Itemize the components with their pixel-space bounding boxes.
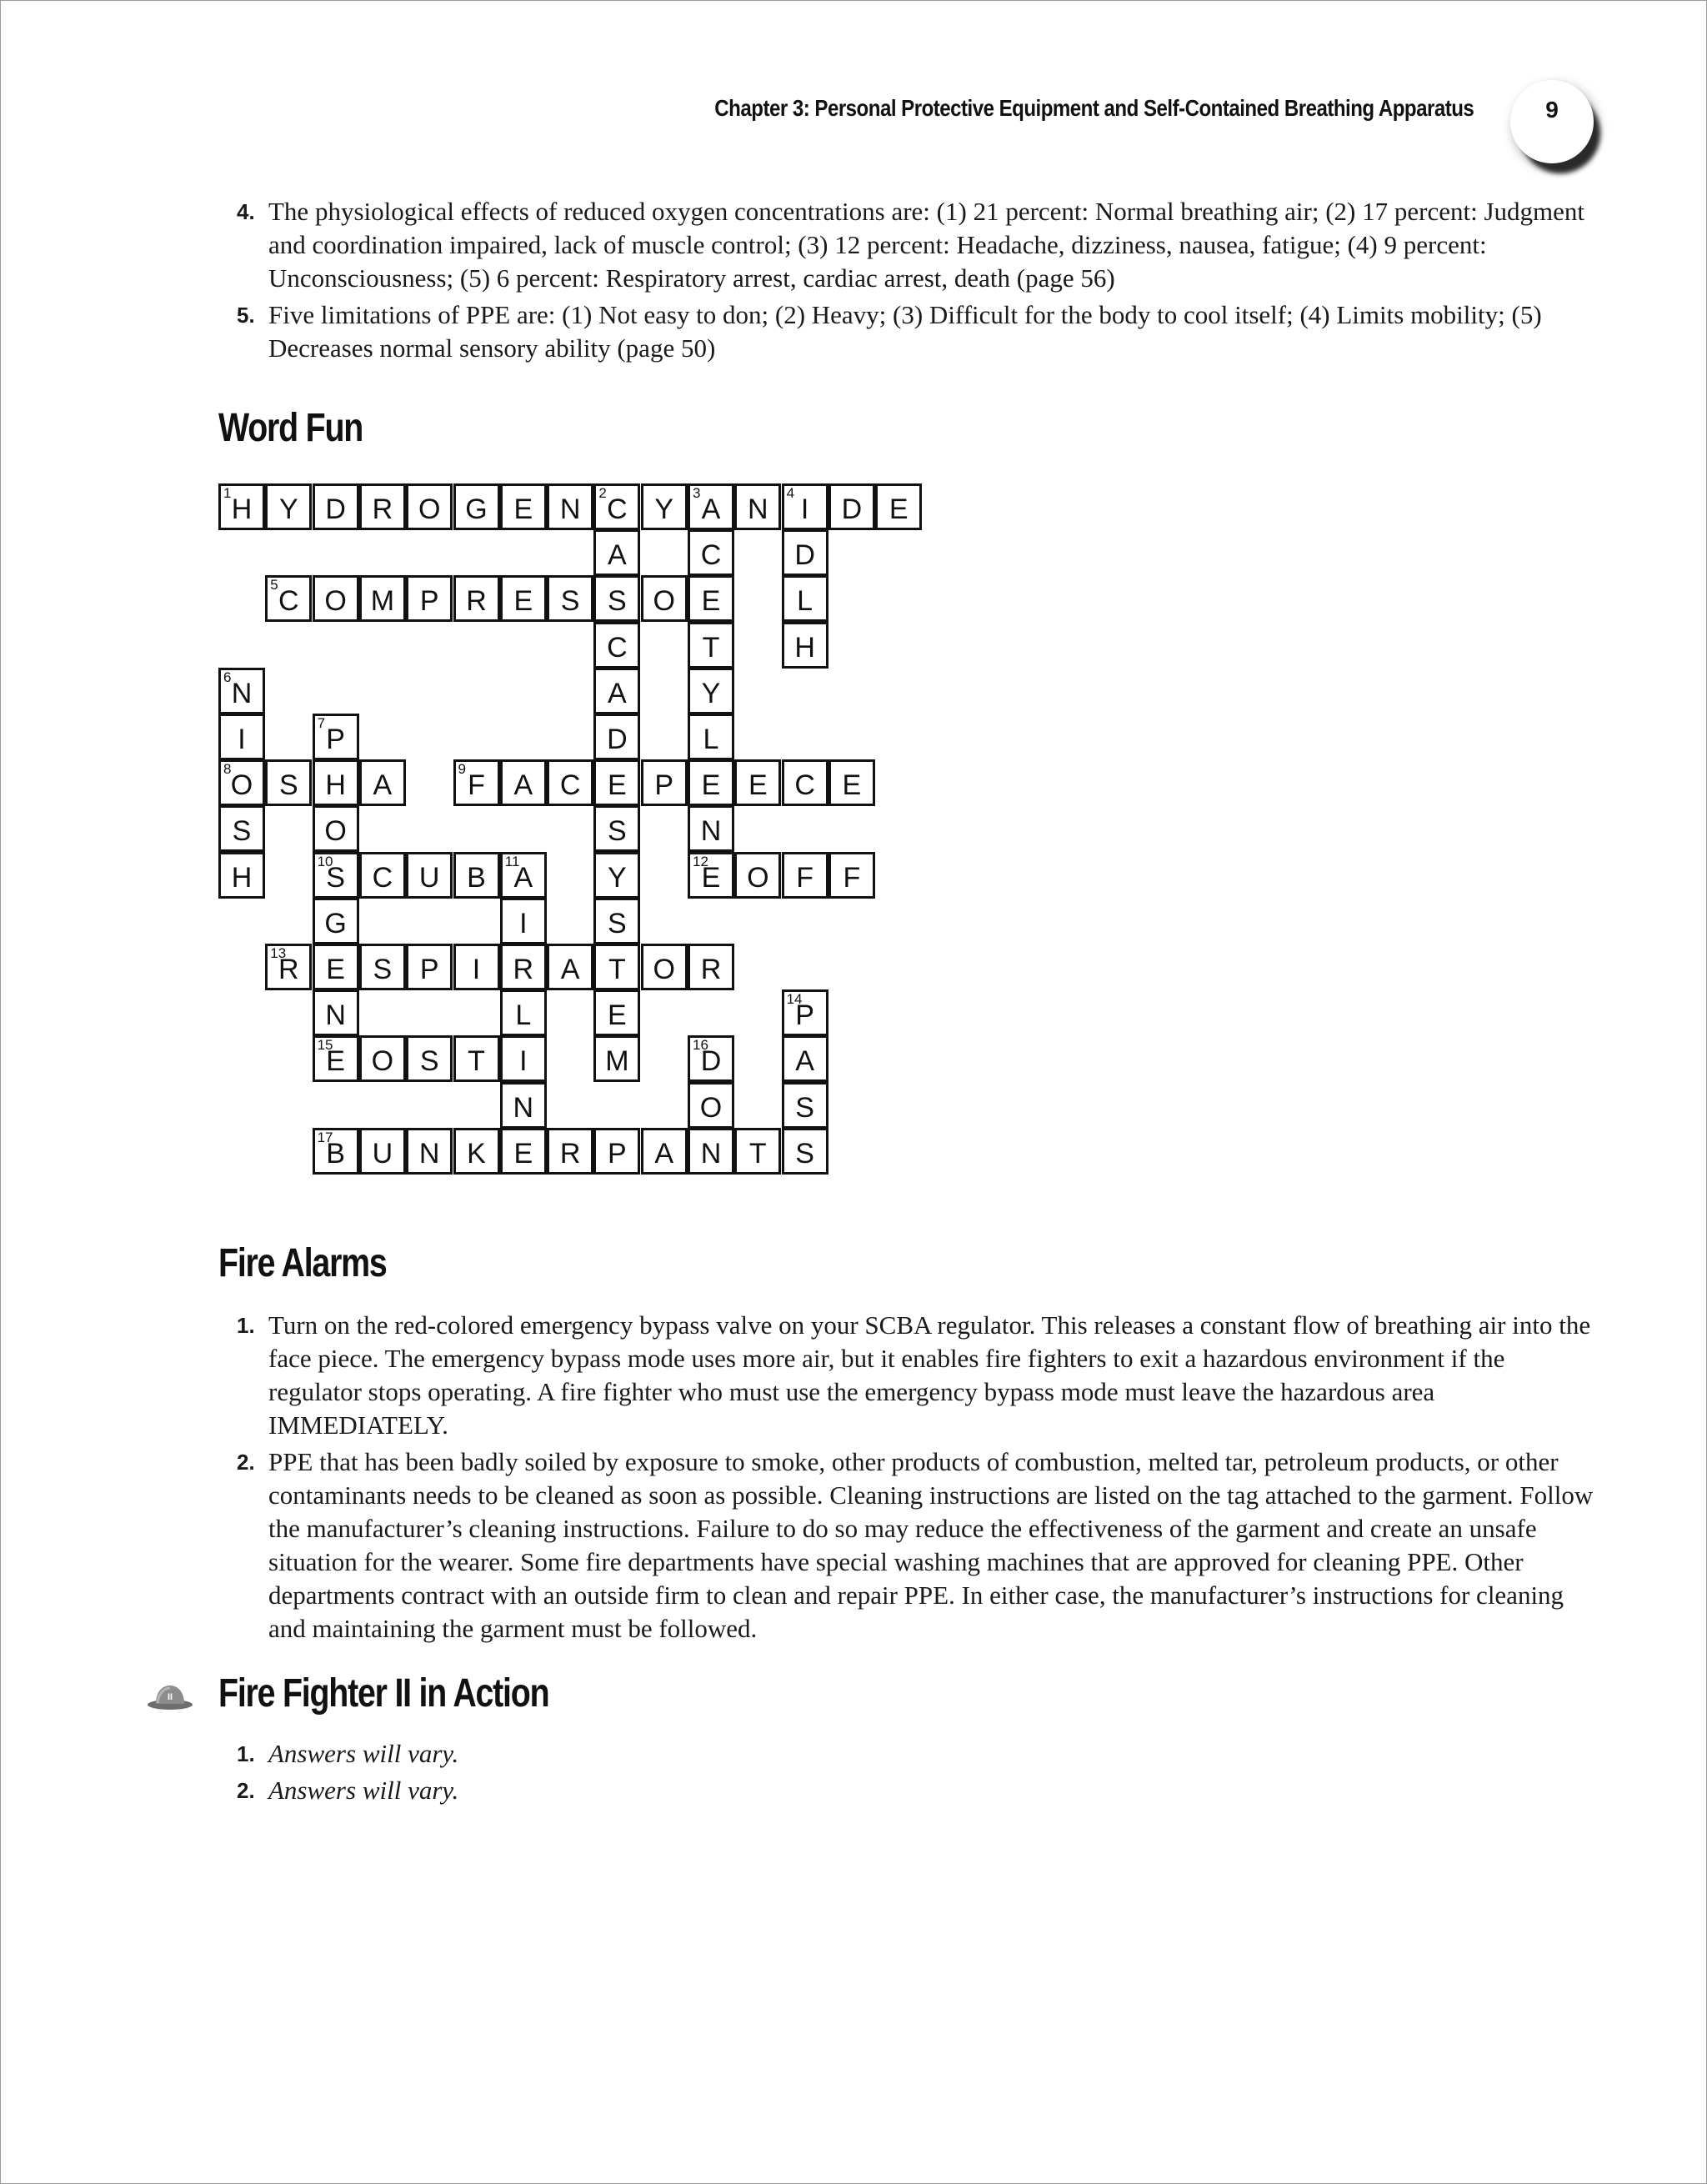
- crossword-clue-number: 10: [317, 853, 333, 869]
- crossword-cell: [593, 805, 640, 852]
- crossword-cell: [313, 898, 359, 944]
- crossword-letter: A: [795, 1045, 814, 1078]
- crossword-letter: Y: [608, 861, 627, 894]
- crossword-cell: [547, 759, 593, 806]
- crossword-letter: N: [418, 1137, 440, 1170]
- crossword-cell: [593, 714, 640, 760]
- crossword-cell: [734, 483, 781, 530]
- item-number: 4.: [237, 199, 255, 224]
- helmet-badge-text: II: [167, 1692, 173, 1702]
- crossword-cell: [547, 1128, 593, 1175]
- crossword-letter: P: [419, 585, 439, 618]
- crossword-cell: [359, 1128, 406, 1175]
- crossword-letter: S: [795, 1137, 814, 1170]
- section-heading-word-fun: Word Fun: [218, 406, 363, 450]
- crossword-letter: N: [559, 493, 581, 525]
- crossword-letter: R: [700, 954, 722, 985]
- crossword-letter: T: [702, 631, 720, 664]
- crossword-letter: A: [608, 539, 627, 572]
- crossword-cell: [688, 714, 734, 760]
- crossword-letter: L: [515, 999, 532, 1032]
- list-item: [218, 1737, 1602, 1771]
- crossword-cell: [688, 483, 734, 530]
- crossword-letter: P: [608, 1137, 627, 1170]
- crossword-letter: A: [608, 677, 627, 709]
- crossword-cell: [593, 668, 640, 714]
- crossword-clue-number: 1: [223, 485, 232, 501]
- section-heading-ff2-in-action: Fire Fighter II in Action: [218, 1671, 549, 1716]
- crossword-cell: [641, 1128, 688, 1175]
- crossword-letter: D: [325, 493, 346, 525]
- crossword-letter: F: [796, 861, 813, 894]
- item-text: Turn on the red-colored emergency bypass valve on your SCBA regulator. This releases a constant flow of breathing air into the face piece. The emergency bypass mode uses more air, but it enables fire fighters to exit a hazardous environment if the regulator stops operating. A fire fighter who must use the emergency bypass mode must leave the hazardous area IMMEDIATELY.: [268, 1310, 1591, 1440]
- crossword-letter: A: [513, 769, 533, 802]
- crossword-cell: [593, 529, 640, 576]
- crossword-cell: [406, 1128, 453, 1175]
- crossword-letter: P: [326, 724, 345, 755]
- crossword-letter: H: [325, 769, 346, 802]
- crossword-letter: E: [701, 861, 721, 894]
- crossword-letter: A: [701, 493, 721, 525]
- crossword-letter: O: [747, 861, 769, 894]
- crossword-letter: I: [472, 954, 481, 985]
- crossword-cell: [547, 575, 593, 622]
- crossword-cell: [688, 622, 734, 669]
- crossword-cell: [500, 944, 547, 990]
- crossword-cell: [688, 529, 734, 576]
- crossword-cell: [593, 759, 640, 806]
- ff2-list: [218, 1737, 1602, 1811]
- crossword-cell: [688, 852, 734, 899]
- crossword-letter: R: [559, 1137, 581, 1170]
- crossword-cell: [734, 1128, 781, 1175]
- crossword-letter: O: [418, 493, 441, 525]
- crossword-cell: [359, 759, 406, 806]
- page-number-badge: [1510, 80, 1594, 163]
- crossword-letter: R: [466, 585, 487, 618]
- crossword-letter: E: [608, 769, 627, 802]
- crossword-letter: C: [607, 631, 628, 664]
- crossword-letter: Y: [654, 493, 674, 525]
- crossword-letter: S: [278, 769, 298, 802]
- crossword-cell: [313, 852, 359, 899]
- crossword-cell: [688, 575, 734, 622]
- crossword-cell: [734, 759, 781, 806]
- crossword-cell: [688, 1128, 734, 1175]
- crossword-cell: [500, 989, 547, 1036]
- crossword-cell: [453, 852, 500, 899]
- list-item: [218, 298, 1602, 365]
- crossword-clue-number: 5: [270, 577, 278, 594]
- crossword-letter: N: [700, 815, 722, 848]
- crossword-cell: [688, 805, 734, 852]
- crossword-cell: [313, 483, 359, 530]
- crossword-letter: E: [701, 769, 721, 802]
- crossword-clue-number: 6: [223, 669, 232, 685]
- crossword-cell: [593, 622, 640, 669]
- crossword-letter: C: [700, 539, 722, 572]
- crossword-letter: E: [326, 954, 345, 985]
- crossword-clue-number: 16: [693, 1037, 708, 1054]
- crossword-letter: I: [238, 724, 246, 755]
- crossword-letter: S: [608, 815, 627, 848]
- item-number: 5.: [237, 303, 255, 328]
- crossword-letter: G: [324, 907, 347, 939]
- crossword-clue-number: 13: [270, 945, 287, 961]
- crossword-letter: C: [794, 769, 815, 802]
- crossword-letter: H: [794, 631, 815, 664]
- item-number: 1.: [237, 1741, 255, 1766]
- crossword-cell: [453, 759, 500, 806]
- item-text: Answers will vary.: [268, 1776, 459, 1805]
- section-heading-fire-alarms: Fire Alarms: [218, 1241, 387, 1285]
- crossword-letter: Y: [701, 677, 721, 709]
- crossword-letter: S: [608, 907, 627, 939]
- list-item: [218, 195, 1602, 295]
- crossword-cell: [782, 852, 828, 899]
- crossword-letter: R: [278, 954, 299, 985]
- crossword-cell: [593, 575, 640, 622]
- crossword-letter: O: [324, 815, 347, 848]
- item-number: 2.: [237, 1778, 255, 1803]
- crossword-cell: [500, 483, 547, 530]
- crossword-letter: C: [372, 861, 393, 894]
- crossword-letter: H: [231, 493, 253, 525]
- running-head: Chapter 3: Personal Protective Equipment and Self-Contained Breathing Apparatus: [713, 95, 1474, 121]
- crossword-clue-number: 11: [504, 853, 520, 869]
- crossword-cell: [359, 575, 406, 622]
- crossword-letter: O: [699, 1091, 723, 1124]
- crossword-cell: [313, 575, 359, 622]
- crossword-cell: [313, 944, 359, 990]
- crossword-letter: F: [468, 769, 485, 802]
- crossword-letter: S: [795, 1091, 814, 1124]
- crossword-clue-number: 15: [317, 1037, 333, 1054]
- crossword-cell: [500, 1128, 547, 1175]
- crossword-cell: [218, 714, 265, 760]
- crossword-cell: [359, 1035, 406, 1082]
- crossword-cell: [688, 1082, 734, 1129]
- crossword-letter: O: [324, 585, 347, 618]
- crossword-letter: L: [703, 724, 719, 755]
- crossword-letter: P: [419, 954, 439, 985]
- crossword-clue-number: 4: [786, 485, 795, 501]
- crossword-letter: C: [278, 585, 299, 618]
- crossword-clue-number: 3: [693, 485, 701, 501]
- crossword-letter: O: [371, 1045, 394, 1078]
- crossword-cell: [406, 483, 453, 530]
- crossword-cell: [688, 944, 734, 990]
- item-text: Answers will vary.: [268, 1739, 459, 1768]
- crossword-letter: B: [467, 861, 486, 894]
- crossword-letter: H: [231, 861, 253, 894]
- crossword-letter: R: [513, 954, 534, 985]
- crossword-letter: I: [519, 1045, 528, 1078]
- crossword-cell: [593, 1128, 640, 1175]
- crossword-letter: N: [325, 999, 346, 1032]
- crossword-cell: [265, 944, 312, 990]
- crossword-cell: [313, 1035, 359, 1082]
- crossword-cell: [500, 759, 547, 806]
- crossword-cell: [782, 1082, 828, 1129]
- crossword-cell: [218, 805, 265, 852]
- crossword-letter: A: [560, 954, 580, 985]
- crossword-letter: D: [607, 724, 628, 755]
- crossword-cell: [734, 852, 781, 899]
- crossword-cell: [828, 852, 875, 899]
- crossword-letter: M: [605, 1045, 629, 1078]
- crossword-clue-number: 2: [598, 485, 607, 501]
- crossword-cell: [593, 1035, 640, 1082]
- crossword-cell: [359, 483, 406, 530]
- crossword-cell: [875, 483, 922, 530]
- crossword-cell: [547, 944, 593, 990]
- page-number: 9: [1545, 97, 1559, 123]
- crossword-cell: [688, 668, 734, 714]
- crossword-letter: S: [326, 861, 345, 894]
- crossword-letter: E: [842, 769, 862, 802]
- crossword-cell: [782, 575, 828, 622]
- crossword-letter: E: [513, 1137, 533, 1170]
- crossword-cell: [782, 759, 828, 806]
- crossword-letter: T: [608, 954, 626, 985]
- crossword-letter: C: [607, 493, 628, 525]
- crossword-letter: C: [559, 769, 581, 802]
- crossword-letter: S: [373, 954, 393, 985]
- crossword-letter: A: [513, 861, 533, 894]
- crossword-letter: E: [701, 585, 721, 618]
- crossword-letter: G: [465, 493, 488, 525]
- crossword-cell: [828, 759, 875, 806]
- crossword-letter: I: [800, 493, 809, 525]
- item-number: 2.: [237, 1450, 255, 1475]
- crossword-cell: [828, 483, 875, 530]
- crossword-cell: [406, 852, 453, 899]
- crossword-clue-number: 9: [458, 761, 466, 778]
- crossword-cell: [500, 852, 547, 899]
- crossword-clue-number: 8: [223, 761, 232, 778]
- crossword-cell: [453, 1035, 500, 1082]
- crossword-cell: [313, 805, 359, 852]
- crossword-cell: [782, 622, 828, 669]
- crossword-letter: O: [653, 954, 675, 985]
- crossword-letter: N: [513, 1091, 534, 1124]
- crossword-letter: E: [326, 1045, 345, 1078]
- crossword-letter: S: [232, 815, 252, 848]
- crossword-letter: Y: [278, 493, 298, 525]
- crossword-letter: E: [889, 493, 909, 525]
- crossword-cell: [265, 483, 312, 530]
- crossword-cell: [688, 1035, 734, 1082]
- crossword-letter: P: [654, 769, 674, 802]
- crossword-cell: [359, 944, 406, 990]
- crossword-letter: P: [795, 999, 814, 1032]
- crossword-letter: N: [700, 1137, 722, 1170]
- crossword-cell: [453, 1128, 500, 1175]
- review-list: [218, 195, 1602, 368]
- crossword-letter: F: [843, 861, 861, 894]
- crossword-letter: E: [608, 999, 627, 1032]
- crossword-cell: [218, 483, 265, 530]
- crossword-letter: R: [372, 493, 393, 525]
- crossword-cell: [313, 714, 359, 760]
- crossword-letter: U: [418, 861, 440, 894]
- crossword-cell: [406, 575, 453, 622]
- crossword-grid: [218, 483, 969, 1200]
- crossword-cell: [500, 1082, 547, 1129]
- item-text: Five limitations of PPE are: (1) Not easy to don; (2) Heavy; (3) Difficult for the body to cool itself; (4) Limits mobility; (5) Decreases normal sensory ability (page 50): [268, 300, 1542, 363]
- crossword-cell: [782, 1128, 828, 1175]
- crossword-letter: K: [467, 1137, 486, 1170]
- crossword-cell: [782, 529, 828, 576]
- crossword-letter: S: [608, 585, 627, 618]
- crossword-cell: [313, 759, 359, 806]
- crossword-cell: [782, 989, 828, 1036]
- crossword-letter: U: [372, 1137, 393, 1170]
- crossword-cell: [547, 483, 593, 530]
- crossword-letter: L: [797, 585, 813, 618]
- crossword-cell: [641, 944, 688, 990]
- crossword-letter: E: [513, 585, 533, 618]
- crossword-clue-number: 17: [317, 1129, 333, 1145]
- list-item: [218, 1309, 1602, 1442]
- crossword-cell: [313, 1128, 359, 1175]
- crossword-cell: [593, 483, 640, 530]
- crossword-cell: [500, 898, 547, 944]
- crossword-letter: N: [748, 493, 768, 525]
- crossword-cell: [453, 483, 500, 530]
- crossword-letter: M: [370, 585, 395, 618]
- crossword-clue-number: 14: [786, 991, 803, 1008]
- crossword-cell: [359, 852, 406, 899]
- crossword-cell: [782, 1035, 828, 1082]
- fire-helmet-icon: [147, 1682, 193, 1711]
- item-text: The physiological effects of reduced oxygen concentrations are: (1) 21 percent: Normal breathing air; (2) 17 percent: Judgment and coordination impaired, lack of muscle control; (3) 12 percent: Headache, dizziness, nausea, fatigue; (4) 9 percent: Unconsciousness; (5) 6 percent: Respiratory arrest, cardiac arrest, death (page 56): [268, 197, 1584, 293]
- crossword-letter: D: [841, 493, 863, 525]
- crossword-letter: I: [519, 907, 528, 939]
- crossword-cell: [641, 483, 688, 530]
- crossword-cell: [453, 575, 500, 622]
- crossword-letter: N: [231, 677, 253, 709]
- list-item: [218, 1774, 1602, 1807]
- crossword-cell: [265, 759, 312, 806]
- crossword-letter: E: [748, 769, 768, 802]
- crossword-cell: [265, 575, 312, 622]
- crossword-cell: [218, 759, 265, 806]
- crossword-cell: [406, 1035, 453, 1082]
- crossword-letter: S: [560, 585, 580, 618]
- crossword-cell: [782, 483, 828, 530]
- crossword-letter: D: [794, 539, 815, 572]
- crossword-cell: [218, 852, 265, 899]
- crossword-cell: [641, 759, 688, 806]
- crossword-cell: [218, 668, 265, 714]
- crossword-letter: T: [748, 1137, 767, 1170]
- crossword-letter: B: [326, 1137, 345, 1170]
- crossword-cell: [500, 575, 547, 622]
- crossword-letter: O: [653, 585, 675, 618]
- crossword-cell: [641, 575, 688, 622]
- fire-alarms-list: [218, 1309, 1602, 1649]
- crossword-cell: [593, 944, 640, 990]
- crossword-letter: O: [230, 769, 253, 802]
- crossword-clue-number: 12: [693, 853, 708, 869]
- crossword-cell: [593, 852, 640, 899]
- crossword-cell: [453, 944, 500, 990]
- crossword-cell: [688, 759, 734, 806]
- list-item: [218, 1445, 1602, 1646]
- crossword-letter: D: [700, 1045, 722, 1078]
- crossword-letter: S: [419, 1045, 439, 1078]
- item-number: 1.: [237, 1313, 255, 1338]
- crossword-clue-number: 7: [317, 715, 326, 731]
- crossword-letter: T: [468, 1045, 485, 1078]
- crossword-letter: A: [373, 769, 393, 802]
- crossword-cell: [593, 989, 640, 1036]
- crossword-cell: [406, 944, 453, 990]
- crossword-cell: [593, 898, 640, 944]
- item-text: PPE that has been badly soiled by exposure to smoke, other products of combustion, melted tar, petroleum products, or other contaminants needs to be cleaned as soon as possible. Cleaning instructions are listed on the tag attached to the garment. Follow the manufacturer’s cleaning instructions. Failure to do so may reduce the effectiveness of the garment and create an unsafe situation for the wearer. Some fire departments have special washing machines that are approved for cleaning PPE. Other departments contract with an outside firm to clean and repair PPE. In either case, the manufacturer’s instructions for cleaning and maintaining the garment must be followed.: [268, 1447, 1594, 1643]
- crossword-letter: E: [513, 493, 533, 525]
- crossword-letter: A: [654, 1137, 674, 1170]
- crossword-cell: [500, 1035, 547, 1082]
- crossword-cell: [313, 989, 359, 1036]
